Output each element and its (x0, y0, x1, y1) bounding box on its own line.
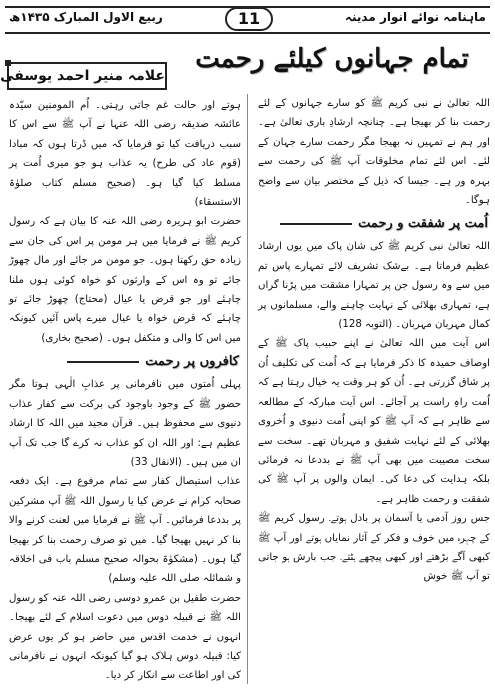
paragraph: پہلی اُمتوں میں نافرمانی پر عذابِ الٰہی ہوتا مگر حضور ﷺ کے وجود باوجود کی برکت سے کفار عذاب دنیوی سے محفوظ ہیں۔ قرآن مجید میں اللہ کا ارشاد عظیم ہے: اور اللہ ان کو عذاب نہ کرے گا جب تک آپ ان میں ہیں۔ (الانفال 33) (9, 379, 241, 468)
author-name: علامہ منیر احمد یوسفی (7, 62, 167, 90)
magazine-page (0, 4, 490, 696)
paragraph: عذاب استیصال کفار سے تمام مرفوع ہے۔ ایک دفعہ صحابہ کرام نے عرض کیا یا رسول اللہ ﷺ آپ مشرکین پر بددعا فرمائیں۔ آپ ﷺ نے فرمایا میں لعنت کرنے والا بنا کر نہیں بھیجا گیا۔ میں تو صرف رحمت بنا کر بھیجا گیا ہوں۔ (مشکوٰۃ بحوالہ صحیح مسلم باب فی اخلاقہ و شمائلہ صلی اللہ علیہ وسلم) (9, 476, 241, 585)
issue-date: ربیع الاول المبارک ۱۴۳۵ھ (9, 10, 163, 24)
magazine-name: ماہنامہ نوائے انوار مدینہ (344, 10, 486, 24)
paragraph: اللہ تعالیٰ نے نبی کریم ﷺ کو سارے جہانوں کے لئے رحمت بنا کر بھیجا ہے۔ چنانچہ ارشادِ باری تعالیٰ ہے۔ اور ہم نے تمہیں نہ بھیجا مگر رحمت سارے جہان کے لئے۔ اس لئے تمام مخلوقات آپ ﷺ کی رحمت سے بہرہ ور ہے۔ جیسا کہ ذیل کے مختصر بیان سے واضح ہوگا۔ (258, 98, 490, 207)
page-header (5, 4, 490, 34)
heading-rule (67, 361, 139, 363)
paragraph: اس آیت میں اللہ تعالیٰ نے اپنے حبیب پاک ﷺ کے اوصاف حمیدہ کا ذکر فرمایا ہے کہ اُمت کی تکلیف اُن پر شاق گزرتی ہے۔ اُن کو ہر وقت یہ خیال رہتا ہے کہ اُمت راہِ راست پر آجائے۔ اس آیت مبارکہ کے مطالعہ سے ظاہر ہے کہ آپ ﷺ کو اپنی اُمت دنیوی و اُخروی بھلائی کے لئے نہایت شفیق و مہربان تھے۔ سخت سے سخت مصیبت میں بھی آپ ﷺ نے بددعا نہ فرمائی بلکہ ہدایت کی دعا کی۔ ایمان والوں پر آپ ﷺ کی شفقت و رحمت ظاہر ہے۔ (258, 338, 490, 505)
page-number: 11 (225, 7, 273, 31)
section-heading (258, 213, 490, 235)
article-title: تمام جہانوں کیلئے رحمت (195, 44, 469, 74)
section-heading-text: کافروں پر رحمت (145, 354, 239, 370)
left-column (9, 96, 241, 686)
section-heading (9, 351, 241, 373)
heading-rule (280, 223, 352, 225)
column-divider (247, 94, 248, 684)
paragraph: جس روز آدمی یا آسمان پر بادل ہوتے۔ رسول کریم ﷺ کے چہرہ میں خوف و فکر کے آثار نمایاں ہوتے اور آپ ﷺ کبھی آگے بڑھتے اور کبھی پیچھے ہٹتے۔ جب بارش ہو جاتی تو آپ ﷺ خوش (258, 513, 490, 583)
paragraph: حضرت طفیل بن عمرو دوسی رضی اللہ عنہ کو رسول اللہ ﷺ نے قبیلہ دوس میں دعوت اسلام کے لئے بھیجا۔ انہوں نے خدمت اقدس میں حاضر ہو کر یوں عرض کیا: قبیلہ دوس ہلاک ہو گیا کیونکہ انہوں نے نافرمانی کی اور اطاعت سے انکار کر دیا۔ (9, 592, 241, 682)
title-band (0, 40, 490, 88)
paragraph: ہوتے اور حالت غم جاتی رہتی۔ اُم المومنین سیّدہ عائشہ صدیقہ رضی اللہ عنہا نے آپ ﷺ سے اس کا سبب دریافت کیا تو فرمایا کہ میں ڈرتا ہوں کہ مبادا (قوم عاد کی طرح) یہ عذاب ہو جو میری اُمت پر مسلط کیا گیا ہو۔ (صحیح مسلم کتاب صلوٰۃ الاستسقاء) (9, 100, 241, 209)
header-rule (5, 32, 490, 34)
paragraph: اللہ تعالیٰ نبی کریم ﷺ کی شان پاک میں یوں ارشاد عظیم فرماتا ہے۔ بےشک تشریف لائے تمہارے پاس تم میں سے وہ رسول جن پر تمہارا مشقت میں پڑنا گراں ہے، تمہاری بھلائی کے نہایت چاہنے والے، مسلمانوں پر کمال مہربان مہربان۔ (التوبہ 128) (258, 241, 490, 331)
paragraph: حضرت ابو ہریرہ رضی اللہ عنہ کا بیان ہے کہ رسول کریم ﷺ نے فرمایا میں ہر مومن پر اس کی جان سے زیادہ حق رکھتا ہوں۔ جو مومن مر جائے اور مال چھوڑ جائے تو وہ اس کے وارثوں کو خواہ کوئی ہوں ملنا چاہئے اور جو قرض یا عیال (محتاج) چھوڑ جائے تو چاہئے کہ قرض خواہ یا عیال میرے پاس آئیں کیونکہ میں اس کا والی و متکفل ہوں۔ (صحیح بخاری) (9, 216, 241, 344)
right-column (258, 94, 490, 587)
section-heading-text: اُمت پر شفقت و رحمت (358, 216, 488, 232)
